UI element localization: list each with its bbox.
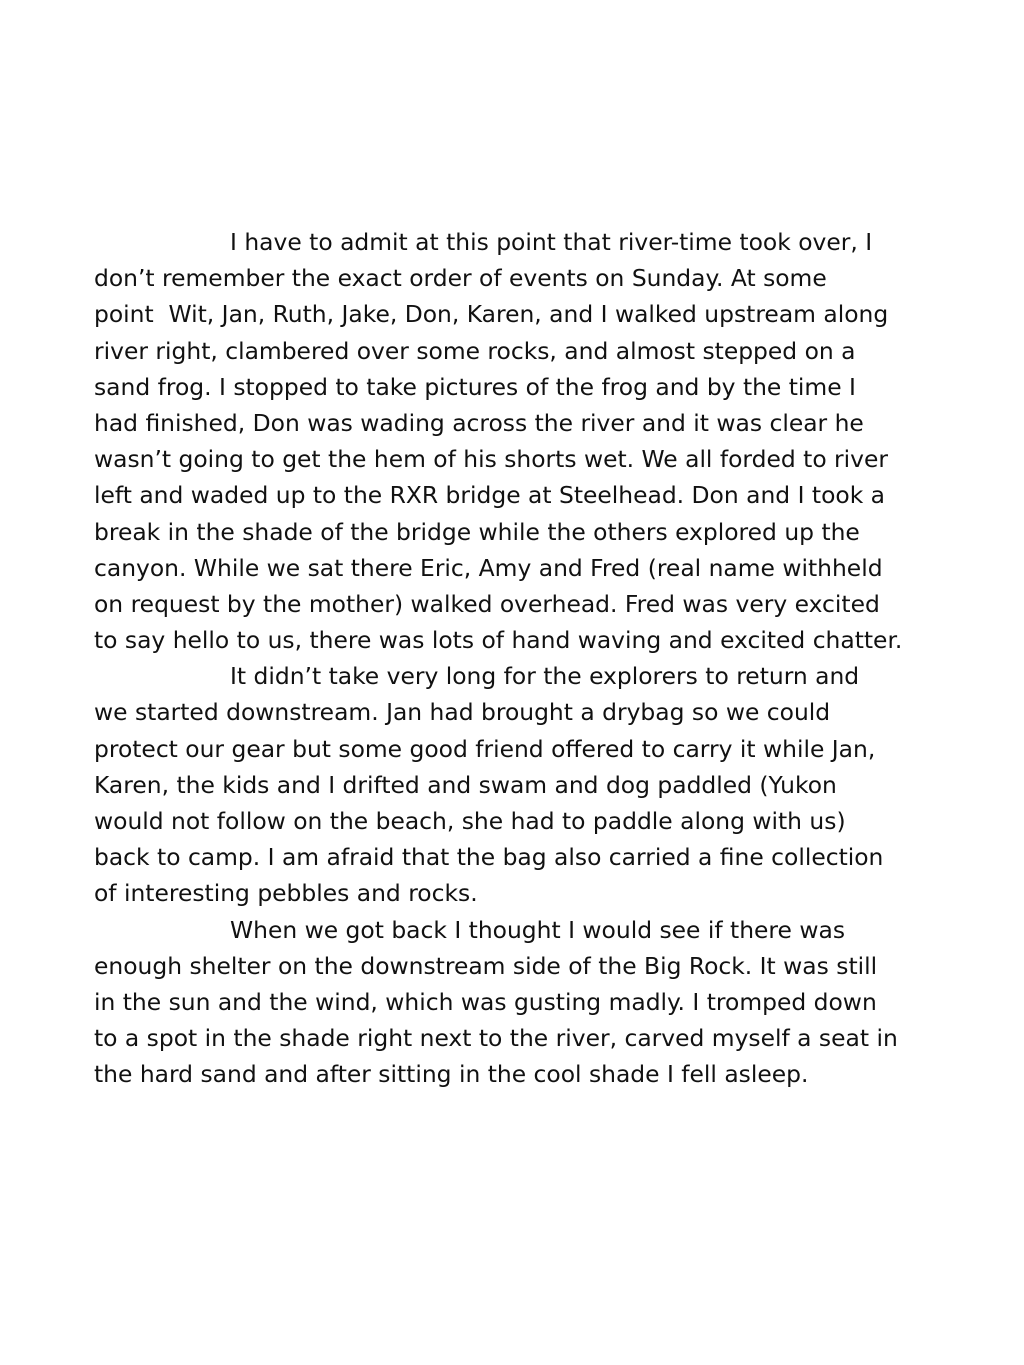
text-line: canyon. While we sat there Eric, Amy and Fred (real name withheld [94,553,883,582]
text-line: had finished, Don was wading across the river and it was clear he [94,408,864,437]
paragraph-1 [94,224,944,658]
text-line: on request by the mother) walked overhead. Fred was very excited [94,589,880,618]
text-line: would not follow on the beach, she had to paddle along with us) [94,807,846,835]
text-line: break in the shade of the bridge while the others explored up the [94,517,860,546]
text-line: left and waded up to the RXR bridge at Steelhead. Don and I took a [94,481,886,510]
paragraph-2 [94,658,944,911]
text-line: the hard sand and after sitting in the cool shade I fell asleep. [94,1060,809,1089]
text-line: to say hello to us, there was lots of hand waving and excited chatter. [94,626,903,655]
text-line: river right, clambered over some rocks, and almost stepped on a [94,336,856,365]
text-line: back to camp. I am afraid that the bag also carried a fine collection [94,843,884,872]
text-line: Karen, the kids and I drifted and swam and dog paddled (Yukon [94,770,837,799]
text-line: protect our gear but some good friend offered to carry it while Jan, [94,734,876,763]
text-line: wasn’t going to get the hem of his shorts wet. We all forded to river [94,445,889,474]
text-line: sand frog. I stopped to take pictures of the frog and by the time I [94,372,856,401]
text-line: enough shelter on the downstream side of the Big Rock. It was still [94,951,878,980]
text-line: I have to admit at this point that river-time took over, I [230,228,873,256]
document-body [94,224,944,1093]
paragraph-3 [94,912,944,1093]
text-line: point Wit, Jan, Ruth, Jake, Don, Karen, and I walked upstream along [94,300,889,329]
text-line: It didn’t take very long for the explorers to return and [230,662,860,691]
text-line: When we got back I thought I would see if there was [230,915,846,944]
text-line: don’t remember the exact order of events on Sunday. At some [94,264,827,293]
text-line: in the sun and the wind, which was gusting madly. I tromped down [94,987,877,1016]
text-line: we started downstream. Jan had brought a drybag so we could [94,698,831,727]
text-line: to a spot in the shade right next to the river, carved myself a seat in [94,1024,898,1053]
text-line: of interesting pebbles and rocks. [94,879,478,908]
